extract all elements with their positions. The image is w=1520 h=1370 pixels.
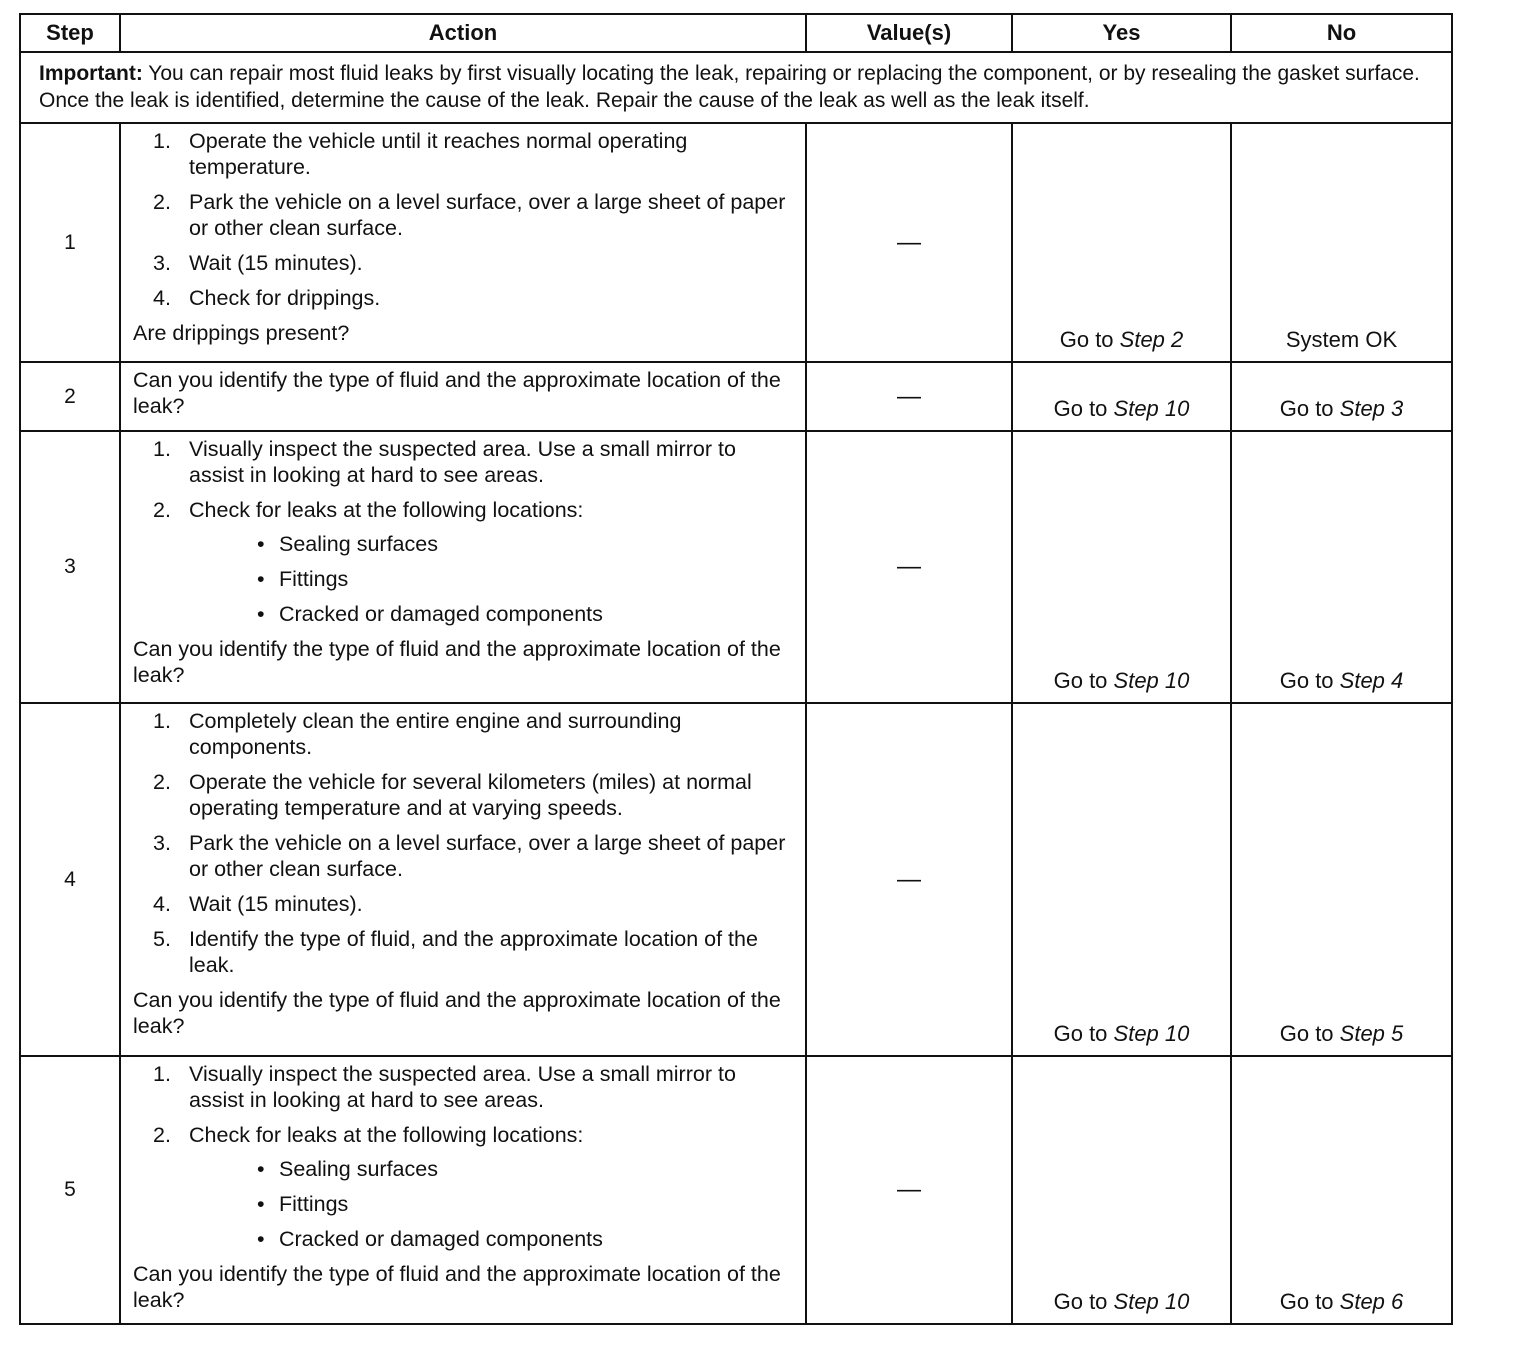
location-text: Sealing surfaces — [279, 1157, 438, 1181]
table-row — [20, 123, 1452, 362]
action-step-item — [133, 1122, 795, 1252]
action-step-text: Park the vehicle on a level surface, over a large sheet of paper or other clean surface. — [189, 190, 786, 240]
step-reference-link[interactable]: Step 10 — [1113, 1289, 1190, 1314]
action-cell — [120, 362, 806, 431]
go-to-text: Go to — [1279, 1289, 1340, 1314]
location-list — [189, 531, 795, 627]
action-step-text: Check for drippings. — [189, 286, 381, 310]
bullet-icon: • — [257, 567, 265, 591]
action-step-number: 3. — [153, 831, 171, 855]
action-step-text: Wait (15 minutes). — [189, 251, 363, 275]
go-to-text: Go to — [1279, 396, 1340, 421]
step-reference-link[interactable]: Step 2 — [1119, 327, 1184, 352]
action-steps-list — [133, 128, 795, 311]
action-step-text: Visually inspect the suspected area. Use a small mirror to assist in looking at hard to see areas. — [189, 1062, 736, 1112]
action-step-item — [133, 891, 795, 917]
action-cell — [120, 1056, 806, 1324]
step-reference-link[interactable]: Step 3 — [1339, 396, 1404, 421]
action-question: Can you identify the type of fluid and the approximate location of the leak? — [133, 637, 781, 687]
outcome-text: System OK — [1285, 327, 1398, 352]
step-reference-link[interactable]: Step 5 — [1339, 1021, 1404, 1046]
value-cell: — — [806, 123, 1012, 362]
action-question: Can you identify the type of fluid and the approximate location of the leak? — [133, 988, 781, 1038]
action-question: Are drippings present? — [133, 321, 350, 345]
location-text: Fittings — [279, 1192, 349, 1216]
action-step-item — [133, 708, 795, 760]
step-reference-link[interactable]: Step 10 — [1113, 1021, 1190, 1046]
header-action: Action — [120, 14, 806, 52]
diagnostic-table — [19, 13, 1453, 1325]
step-number: 4 — [20, 703, 120, 1056]
table-row — [20, 431, 1452, 703]
table-row — [20, 362, 1452, 431]
step-reference-link[interactable]: Step 6 — [1339, 1289, 1404, 1314]
location-list — [189, 1156, 795, 1252]
important-note — [20, 52, 1452, 123]
action-step-item — [133, 189, 795, 241]
action-cell — [120, 431, 806, 703]
go-to-text: Go to — [1279, 668, 1340, 693]
location-item — [189, 531, 795, 557]
step-number: 2 — [20, 362, 120, 431]
action-steps-list — [133, 1061, 795, 1252]
action-step-text: Visually inspect the suspected area. Use a small mirror to assist in looking at hard to see areas. — [189, 437, 736, 487]
action-step-number: 3. — [153, 251, 171, 275]
location-item — [189, 601, 795, 627]
yes-outcome — [1012, 1056, 1231, 1324]
action-step-number: 2. — [153, 190, 171, 214]
bullet-icon: • — [257, 1192, 265, 1216]
action-step-item — [133, 436, 795, 488]
step-number: 5 — [20, 1056, 120, 1324]
location-text: Cracked or damaged components — [279, 602, 603, 626]
location-item — [189, 1191, 795, 1217]
no-outcome — [1231, 1056, 1452, 1324]
yes-outcome — [1012, 703, 1231, 1056]
action-step-number: 4. — [153, 892, 171, 916]
action-step-number: 5. — [153, 927, 171, 951]
action-cell — [120, 703, 806, 1056]
action-step-number: 2. — [153, 498, 171, 522]
step-number: 3 — [20, 431, 120, 703]
action-step-text: Identify the type of fluid, and the approximate location of the leak. — [189, 927, 758, 977]
go-to-text: Go to — [1053, 668, 1114, 693]
action-step-number: 1. — [153, 709, 171, 733]
value-cell: — — [806, 703, 1012, 1056]
action-step-item — [133, 128, 795, 180]
action-question: Can you identify the type of fluid and the approximate location of the leak? — [133, 368, 781, 418]
step-reference-link[interactable]: Step 10 — [1113, 668, 1190, 693]
action-step-number: 2. — [153, 770, 171, 794]
header-row — [20, 14, 1452, 52]
go-to-text: Go to — [1053, 1289, 1114, 1314]
header-yes: Yes — [1012, 14, 1231, 52]
action-step-text: Wait (15 minutes). — [189, 892, 363, 916]
action-step-text: Check for leaks at the following locations: — [189, 1123, 584, 1147]
yes-outcome — [1012, 431, 1231, 703]
action-steps-list — [133, 436, 795, 627]
location-text: Cracked or damaged components — [279, 1227, 603, 1251]
action-step-item — [133, 769, 795, 821]
go-to-text: Go to — [1053, 396, 1114, 421]
action-step-number: 1. — [153, 129, 171, 153]
go-to-text: Go to — [1279, 1021, 1340, 1046]
step-reference-link[interactable]: Step 4 — [1339, 668, 1404, 693]
location-item — [189, 1226, 795, 1252]
step-reference-link[interactable]: Step 10 — [1113, 396, 1190, 421]
step-number: 1 — [20, 123, 120, 362]
value-cell: — — [806, 362, 1012, 431]
important-text: You can repair most fluid leaks by first visually locating the leak, repairing or replacing the component, or by resealing the gasket surface. Once the leak is identified, determine the cause of the leak. Repair the cause of the leak as well as the leak itself. — [39, 62, 1420, 112]
action-step-number: 1. — [153, 1062, 171, 1086]
header-no: No — [1231, 14, 1452, 52]
action-step-text: Park the vehicle on a level surface, over a large sheet of paper or other clean surface. — [189, 831, 786, 881]
action-step-number: 4. — [153, 286, 171, 310]
no-outcome — [1231, 362, 1452, 431]
action-question: Can you identify the type of fluid and the approximate location of the leak? — [133, 1262, 781, 1312]
table-row — [20, 703, 1452, 1056]
action-step-item — [133, 830, 795, 882]
action-step-text: Check for leaks at the following locations: — [189, 498, 584, 522]
action-step-text: Completely clean the entire engine and surrounding components. — [189, 709, 682, 759]
action-step-item — [133, 285, 795, 311]
value-cell: — — [806, 1056, 1012, 1324]
action-step-item — [133, 1061, 795, 1113]
action-steps-list — [133, 708, 795, 978]
location-item — [189, 1156, 795, 1182]
action-step-item — [133, 497, 795, 627]
action-step-item — [133, 250, 795, 276]
no-outcome — [1231, 431, 1452, 703]
action-step-item — [133, 926, 795, 978]
action-cell — [120, 123, 806, 362]
yes-outcome — [1012, 362, 1231, 431]
action-step-text: Operate the vehicle until it reaches normal operating temperature. — [189, 129, 688, 179]
bullet-icon: • — [257, 602, 265, 626]
no-outcome — [1231, 703, 1452, 1056]
bullet-icon: • — [257, 1157, 265, 1181]
location-text: Fittings — [279, 567, 349, 591]
value-cell: — — [806, 431, 1012, 703]
header-values: Value(s) — [806, 14, 1012, 52]
table-row — [20, 1056, 1452, 1324]
no-outcome — [1231, 123, 1452, 362]
bullet-icon: • — [257, 1227, 265, 1251]
important-row — [20, 52, 1452, 123]
important-label: Important: — [39, 62, 143, 85]
action-step-number: 2. — [153, 1123, 171, 1147]
yes-outcome — [1012, 123, 1231, 362]
bullet-icon: • — [257, 532, 265, 556]
go-to-text: Go to — [1059, 327, 1120, 352]
go-to-text: Go to — [1053, 1021, 1114, 1046]
action-step-number: 1. — [153, 437, 171, 461]
action-step-text: Operate the vehicle for several kilometers (miles) at normal operating temperature and at varying speeds. — [189, 770, 752, 820]
location-item — [189, 566, 795, 592]
location-text: Sealing surfaces — [279, 532, 438, 556]
header-step: Step — [20, 14, 120, 52]
